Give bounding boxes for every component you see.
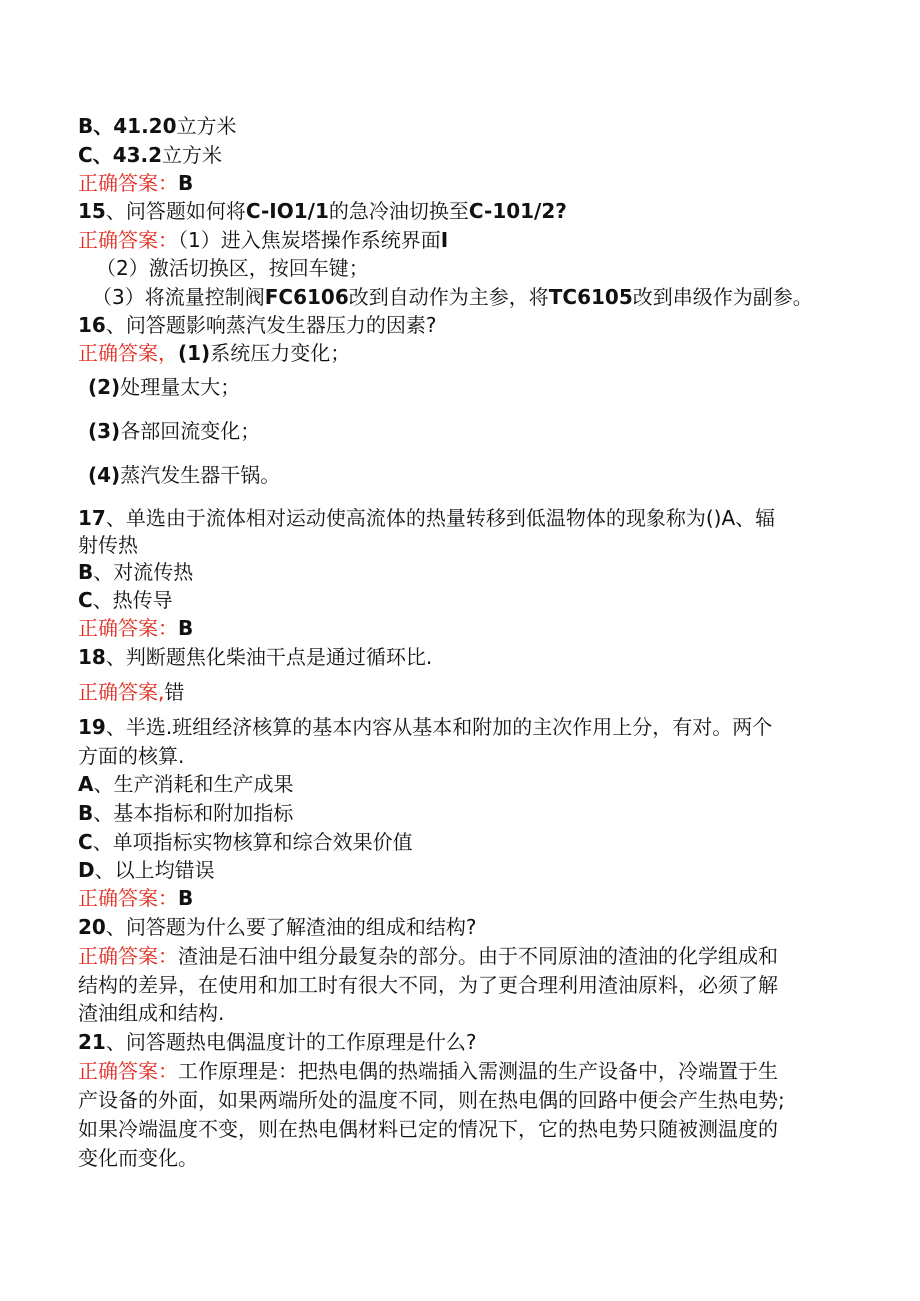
answer-text: 蒸汽发生器干锅。: [120, 463, 281, 487]
option-text: 、基本指标和附加指标: [93, 801, 294, 825]
answer-continuation: [78, 1144, 858, 1172]
question-text: 、判断题焦化柴油干点是通过循环比.: [105, 645, 433, 669]
option-a-line: [78, 770, 858, 798]
question-text: 方面的核算.: [78, 744, 185, 768]
answer-line: [78, 226, 858, 254]
question-number: 15: [78, 199, 106, 223]
answer-label: 正确答案：: [78, 171, 178, 195]
answer-text: 各部回流变化；: [120, 419, 261, 443]
answer-text: 处理量太大；: [120, 375, 241, 399]
answer-label: 正确答案：: [78, 944, 178, 968]
answer-code: I: [440, 228, 449, 252]
question-text: 、半选.班组经济核算的基本内容从基本和附加的主次作用上分，有对。两个: [105, 715, 773, 739]
answer-text: 渣油是石油中组分最复杂的部分。由于不同原油的渣油的化学组成和: [178, 944, 778, 968]
question-16: [78, 311, 858, 339]
question-number: 20: [78, 915, 106, 939]
answer-continuation: [92, 283, 872, 311]
answer-line: [78, 169, 858, 197]
answer-continuation: [78, 1115, 858, 1143]
question-number: 18: [78, 645, 106, 669]
question-number: 17: [78, 506, 106, 530]
answer-label: 正确答案：: [78, 616, 178, 640]
question-code: C-101/2?: [468, 199, 567, 223]
answer-line: [78, 942, 858, 970]
answer-text: （1）进入焦炭塔操作系统界面: [178, 228, 441, 252]
question-continuation: [78, 531, 858, 559]
answer-text: （3）将流量控制阀: [92, 285, 265, 309]
answer-continuation: [88, 373, 868, 401]
option-letter: C: [78, 588, 93, 612]
question-number: 16: [78, 313, 106, 337]
option-letter: C: [78, 830, 93, 854]
question-20: [78, 913, 858, 941]
option-text: 、热传导: [92, 588, 173, 612]
option-value: 41.20: [113, 114, 177, 138]
answer-line: [78, 884, 858, 912]
question-19: [78, 713, 858, 741]
question-continuation: [78, 742, 858, 770]
option-b-line: [78, 558, 858, 586]
answer-value: B: [178, 616, 194, 640]
answer-continuation: [88, 461, 868, 489]
question-number: 19: [78, 715, 106, 739]
answer-text: 产设备的外面，如果两端所处的温度不同，则在热电偶的回路中便会产生热电势;: [78, 1088, 785, 1112]
answer-text: （2）激活切换区，按回车键；: [96, 256, 369, 280]
option-b-line: [78, 112, 858, 140]
answer-index: (3): [88, 419, 121, 443]
answer-continuation: [88, 417, 868, 445]
option-letter: A: [78, 772, 94, 796]
option-c-line: [78, 586, 858, 614]
answer-line: [78, 339, 858, 367]
answer-text: 系统压力变化；: [210, 341, 351, 365]
question-text: 、问答题影响蒸汽发生器压力的因素?: [105, 313, 437, 337]
answer-continuation: [78, 971, 858, 999]
answer-text: 工作原理是：把热电偶的热端插入需测温的生产设备中，冷端置于生: [178, 1059, 778, 1083]
answer-continuation: [78, 1086, 858, 1114]
answer-line: [78, 614, 858, 642]
question-21: [78, 1028, 858, 1056]
answer-label: 正确答案，: [78, 341, 178, 365]
option-letter: D: [78, 858, 95, 882]
answer-text: 改到自动作为主参，将: [348, 285, 549, 309]
answer-continuation: [96, 254, 876, 282]
answer-label: 正确答案：: [78, 228, 178, 252]
answer-value: 错: [164, 680, 185, 704]
option-d-line: [78, 856, 858, 884]
option-c-line: [78, 828, 858, 856]
answer-label: 正确答案：: [78, 1059, 178, 1083]
answer-value: B: [178, 886, 194, 910]
answer-code: TC6105: [548, 285, 633, 309]
question-text: 的急冷油切换至: [328, 199, 469, 223]
answer-label: 正确答案,: [78, 680, 165, 704]
answer-text: 改到串级作为副参。: [632, 285, 813, 309]
option-letter: C、: [78, 143, 113, 167]
answer-code: FC6106: [264, 285, 349, 309]
question-17: [78, 504, 858, 532]
option-letter: B、: [78, 114, 114, 138]
answer-label: 正确答案：: [78, 886, 178, 910]
answer-text: 渣油组成和结构.: [78, 1001, 225, 1025]
answer-index: (2): [88, 375, 121, 399]
question-18: [78, 643, 858, 671]
answer-index: (1): [178, 341, 211, 365]
question-code: C-IO1/1: [245, 199, 329, 223]
question-text: 、单选由于流体相对运动使高流体的热量转移到低温物体的现象称为()A、辐: [105, 506, 776, 530]
option-letter: B: [78, 801, 94, 825]
answer-value: B: [178, 171, 194, 195]
answer-text: 变化而变化。: [78, 1146, 198, 1170]
option-text: 、单项指标实物核算和综合效果价值: [92, 830, 413, 854]
answer-line: [78, 1057, 858, 1085]
answer-text: 结构的差异，在使用和加工时有很大不同，为了更合理利用渣油原料，必须了解: [78, 973, 778, 997]
question-text: 、问答题热电偶温度计的工作原理是什么?: [105, 1030, 477, 1054]
question-text: 、问答题如何将: [105, 199, 246, 223]
option-b-line: [78, 799, 858, 827]
answer-text: 如果冷端温度不变，则在热电偶材料已定的情况下，它的热电势只随被测温度的: [78, 1117, 778, 1141]
option-text: 、以上均错误: [94, 858, 215, 882]
option-c-line: [78, 141, 858, 169]
option-unit: 立方米: [162, 143, 223, 167]
question-15: [78, 197, 858, 225]
answer-index: (4): [88, 463, 121, 487]
answer-continuation: [78, 999, 858, 1027]
option-unit: 立方米: [176, 114, 237, 138]
question-number: 21: [78, 1030, 106, 1054]
option-value: 43.2: [112, 143, 163, 167]
option-letter: B: [78, 560, 94, 584]
question-text: 、问答题为什么要了解渣油的组成和结构?: [105, 915, 477, 939]
option-text: 、生产消耗和生产成果: [93, 772, 294, 796]
question-text: 射传热: [78, 533, 138, 557]
answer-line: [78, 678, 858, 706]
option-text: 、对流传热: [93, 560, 194, 584]
